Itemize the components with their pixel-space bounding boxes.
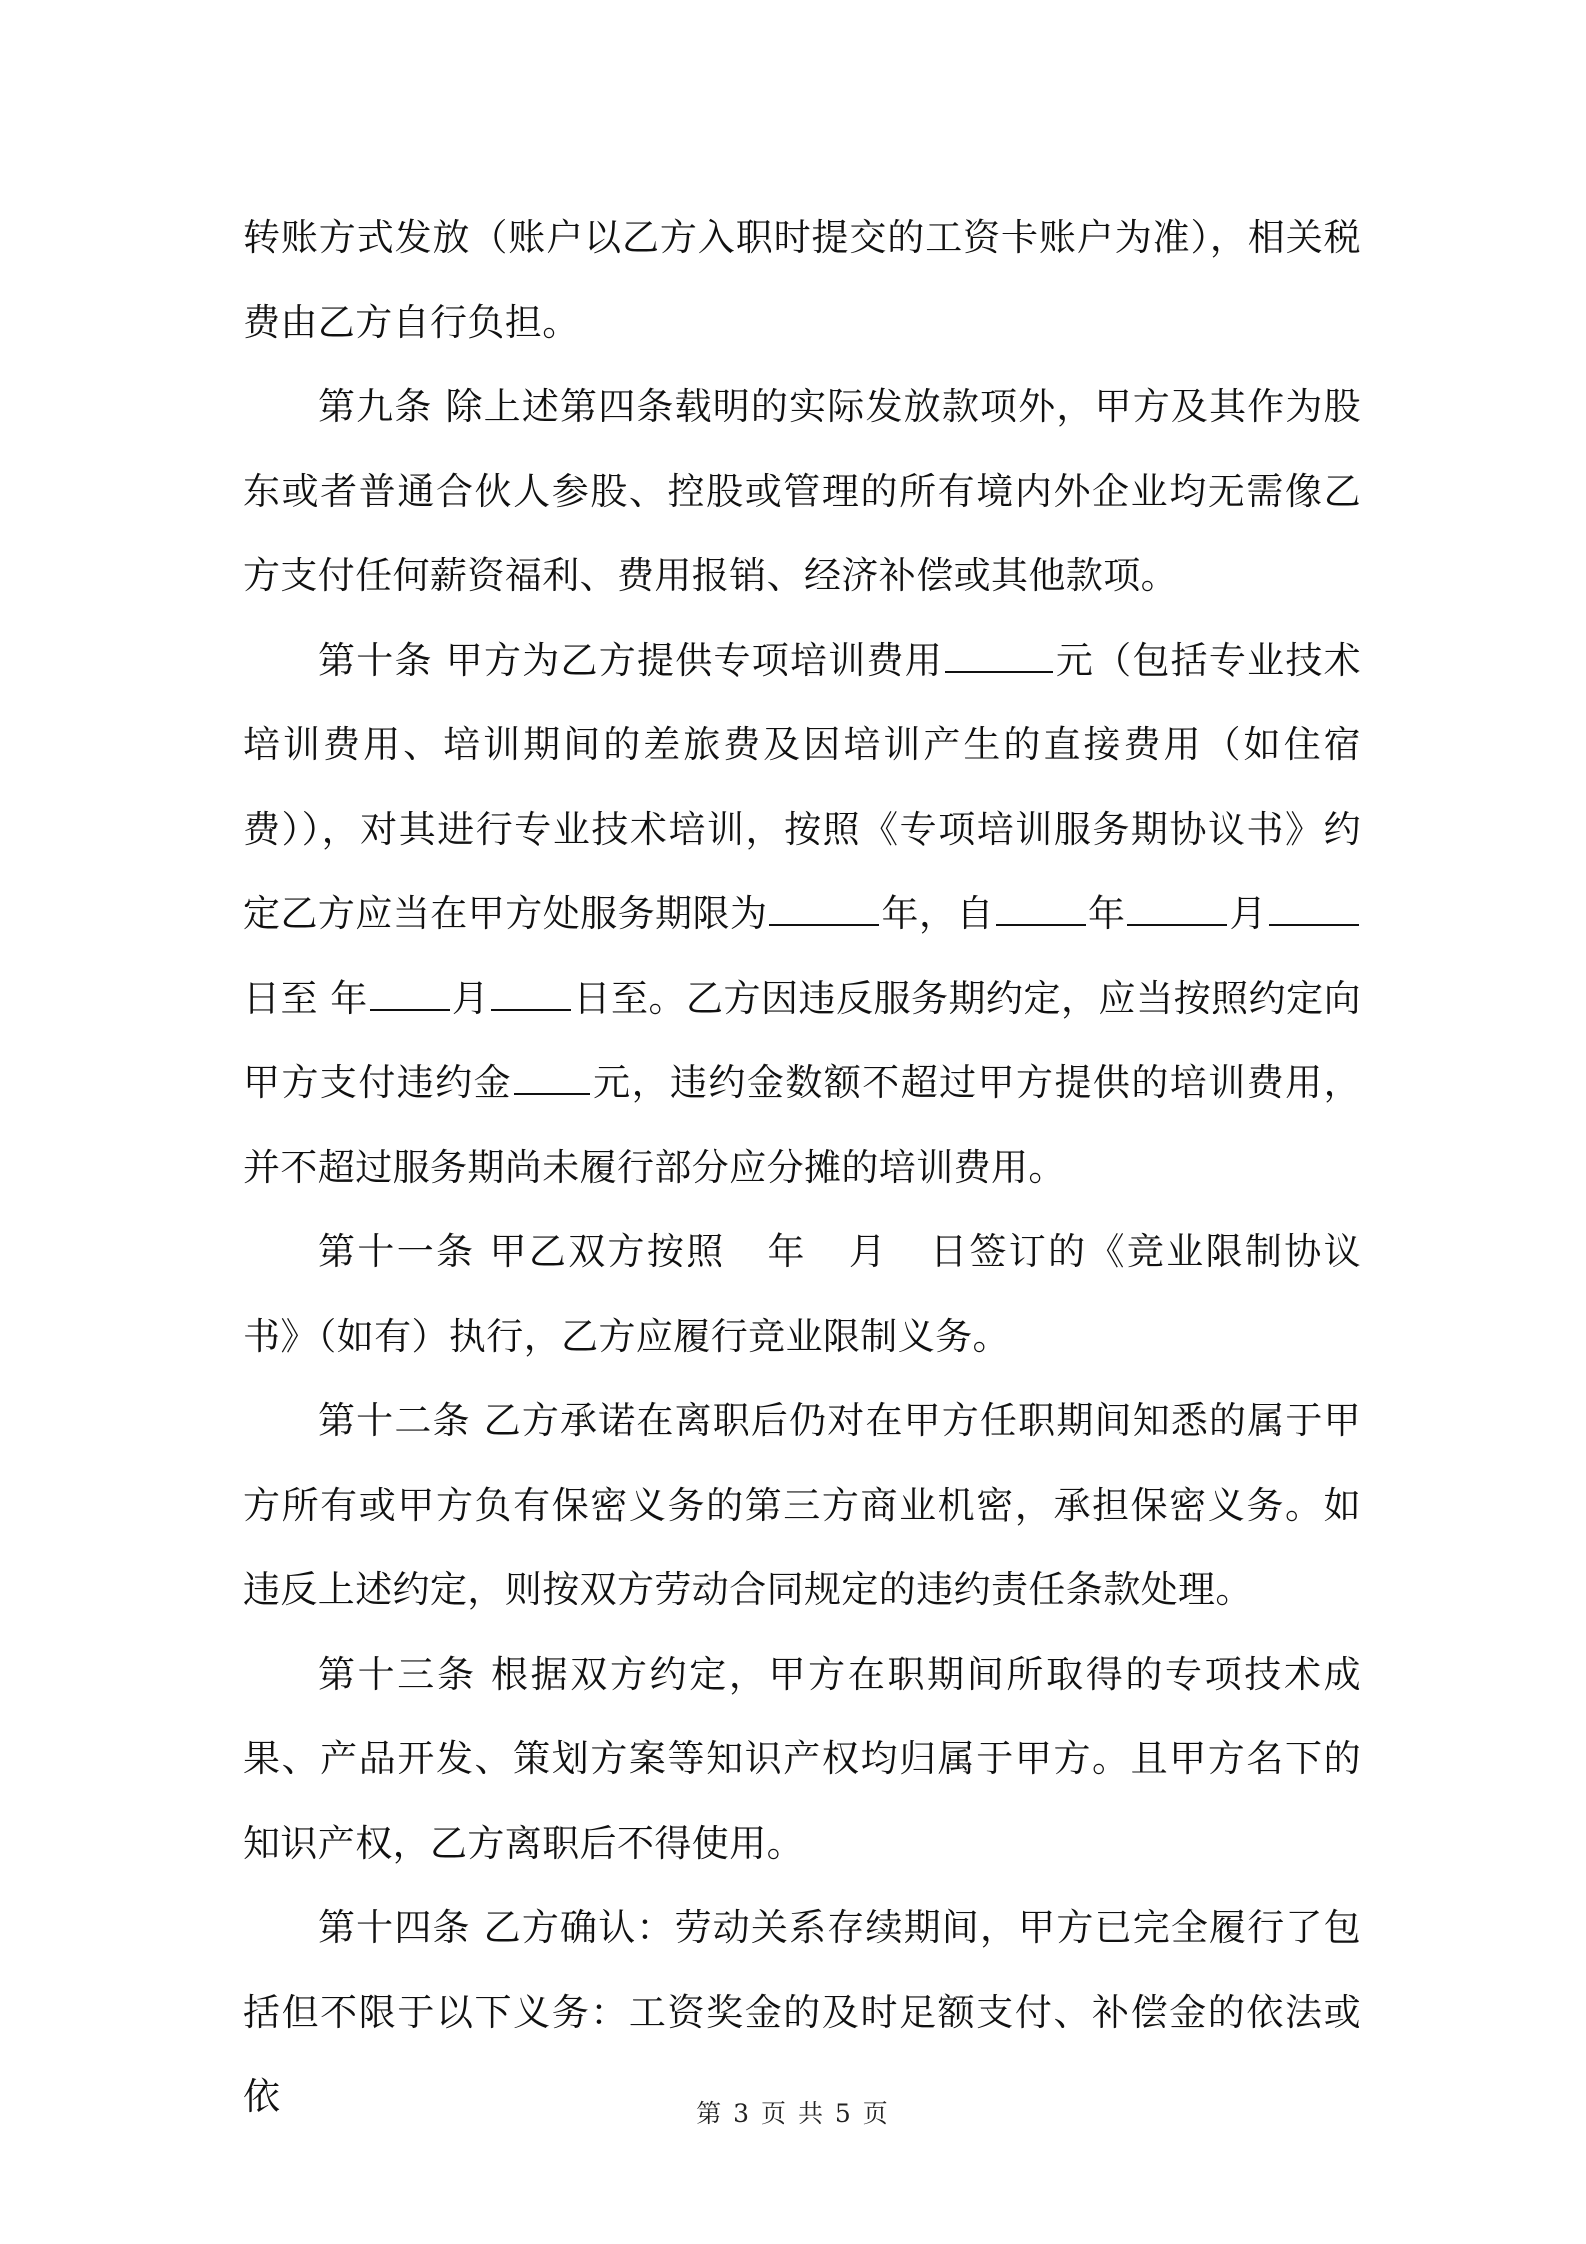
document-body — [243, 196, 1361, 2140]
paragraph-text: 甲乙双方按照 — [489, 1230, 726, 1273]
paragraph-text: 年，自 — [881, 892, 994, 935]
article-11 — [243, 1210, 1361, 1379]
paragraph-text: 月 — [451, 976, 490, 1020]
blank-start-month — [1127, 890, 1227, 926]
page-number-footer: 第 3 页 共 5 页 — [696, 2099, 890, 2128]
paragraph-text: 月 — [846, 1230, 889, 1273]
article-number: 第十一条 — [318, 1230, 476, 1273]
paragraph-text: 除上述第四条载明的实际发放款项外，甲方及其作为股东或者普通合伙人参股、控股或管理的所有境内外企业均无需像乙方支付任何薪资福利、费用报销、经济补偿或其他款项。 — [243, 385, 1362, 597]
blank-end-year — [370, 975, 450, 1011]
article-number: 第十条 — [318, 638, 433, 682]
paragraph-text: 日至 — [243, 976, 319, 1020]
paragraph-continuation — [243, 196, 1361, 365]
article-number: 第九条 — [318, 385, 433, 428]
paragraph-text: 年 — [1087, 892, 1126, 935]
article-number: 第十二条 — [318, 1399, 471, 1442]
paragraph-text: 月 — [1229, 892, 1267, 935]
paragraph-text: 甲方为乙方提供专项培训费用 — [445, 638, 943, 682]
blank-start-day — [1269, 890, 1359, 926]
blank-service-years — [769, 890, 879, 926]
article-number: 第十三条 — [318, 1652, 477, 1696]
article-13 — [243, 1633, 1361, 1887]
article-10 — [243, 619, 1361, 1211]
paragraph-text: 年 — [765, 1230, 807, 1273]
paragraph-text: 元，违约金数额不超过甲方提供的培训费用，并不超过服务期尚未履行部分应分摊的培训费用。 — [243, 1061, 1361, 1189]
article-number: 第十四条 — [318, 1906, 471, 1949]
paragraph-text: 转账方式发放（账户以乙方入职时提交的工资卡账户为准），相关税费由乙方自行负担。 — [243, 216, 1361, 344]
paragraph-text: 根据双方约定，甲方在职期间所取得的专项技术成果、产品开发、策划方案等知识产权均归属于甲方。且甲方名下的知识产权，乙方离职后不得使用。 — [243, 1652, 1361, 1865]
article-9 — [243, 365, 1361, 619]
blank-end-day — [491, 975, 571, 1011]
blank-training-fee — [945, 637, 1053, 673]
blank-penalty — [514, 1059, 590, 1095]
blank-start-year — [996, 890, 1086, 926]
article-12 — [243, 1379, 1361, 1633]
paragraph-text: 元（包括专业技术培训费用、培训期间的差旅费及因培训产生的直接费用（如住宿费）），对其进行专业技术培训，按照《专项培训服务期协议书》约定乙方应当在甲方处服务期限为 — [243, 638, 1361, 935]
paragraph-text: 日至。乙方因违反服务期约定，应当按照约定向甲方支付违约金 — [243, 976, 1361, 1104]
paragraph-text: 乙方承诺在离职后仍对在甲方任职期间知悉的属于甲方所有或甲方负有保密义务的第三方商业机密，承担保密义务。如违反上述约定，则按双方劳动合同规定的违约责任条款处理。 — [243, 1399, 1361, 1611]
paragraph-text: 年 — [330, 976, 368, 1020]
paragraph-text: 日签订的《竞业限制协议书》（如有）执行，乙方应履行竞业限制义务。 — [243, 1230, 1361, 1358]
paragraph-text: 乙方确认：劳动关系存续期间，甲方已完全履行了包括但不限于以下义务：工资奖金的及时足额支付、补偿金的依法或依 — [243, 1906, 1361, 2118]
